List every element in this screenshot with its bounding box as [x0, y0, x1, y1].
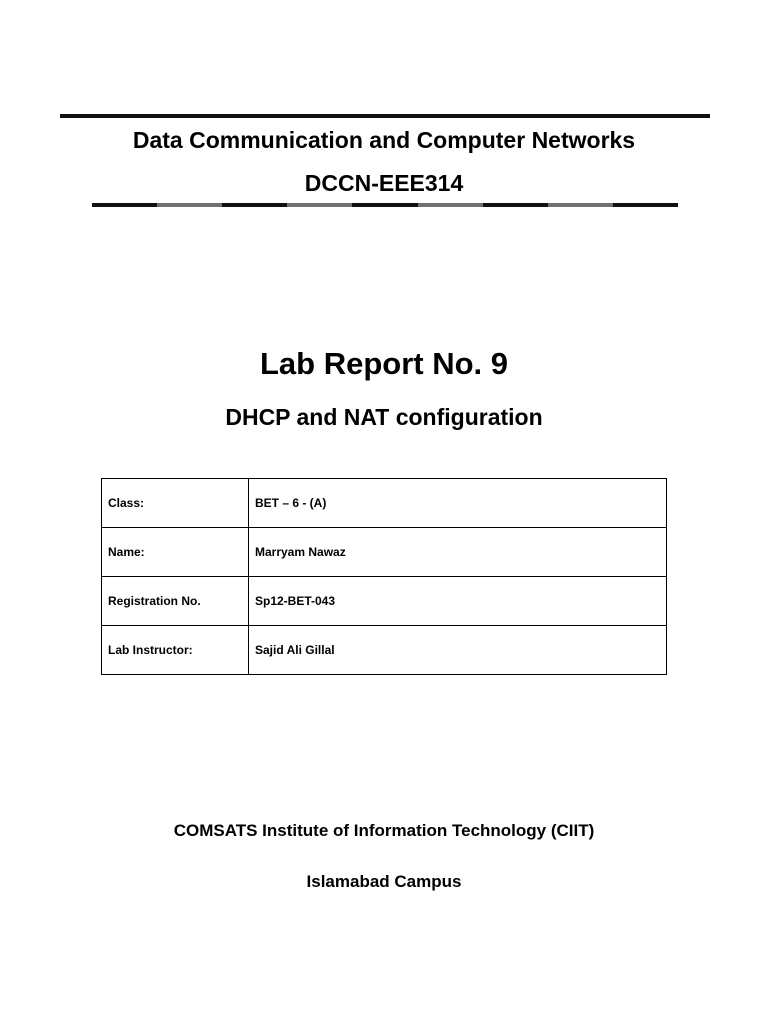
name-label: Name:: [102, 528, 249, 577]
divider-segment: [157, 203, 222, 207]
table-row: [102, 528, 667, 577]
top-divider: [60, 114, 710, 118]
table-row: [102, 479, 667, 528]
divider-segment: [613, 203, 678, 207]
institute-name: COMSATS Institute of Information Technology (CIIT): [173, 821, 595, 840]
report-title: Lab Report No. 9: [259, 346, 508, 381]
divider-segment: [483, 203, 548, 207]
divider-segment: [222, 203, 287, 207]
name-value: Marryam Nawaz: [249, 528, 667, 577]
divider-segment: [60, 114, 710, 118]
registration-value: Sp12-BET-043: [249, 577, 667, 626]
report-subtitle: DHCP and NAT configuration: [225, 404, 543, 430]
class-label: Class:: [102, 479, 249, 528]
instructor-label: Lab Instructor:: [102, 626, 249, 675]
divider-segment: [92, 203, 157, 207]
table-row: [102, 626, 667, 675]
divider-segment: [287, 203, 352, 207]
divider-segment: [548, 203, 613, 207]
instructor-value: Sajid Ali Gillal: [249, 626, 667, 675]
course-code: DCCN-EEE314: [304, 170, 464, 196]
registration-label: Registration No.: [102, 577, 249, 626]
campus-name: Islamabad Campus: [306, 872, 462, 891]
bottom-divider: [92, 203, 678, 207]
course-title: Data Communication and Computer Networks: [132, 127, 636, 153]
class-value: BET – 6 - (A): [249, 479, 667, 528]
student-info-table: [101, 478, 667, 675]
divider-segment: [418, 203, 483, 207]
table-row: [102, 577, 667, 626]
divider-segment: [352, 203, 417, 207]
